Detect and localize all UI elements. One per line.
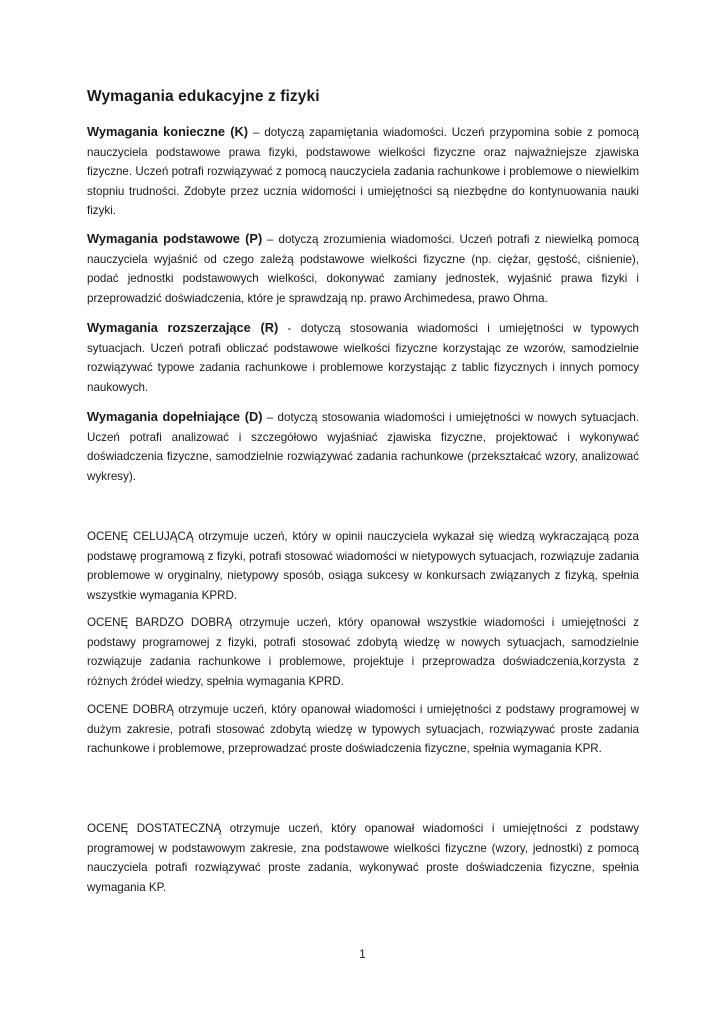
- requirement-heading: Wymagania podstawowe (P): [87, 231, 263, 246]
- requirement-rozszerzajace: [87, 318, 639, 397]
- requirement-heading: Wymagania rozszerzające (R): [87, 320, 279, 335]
- document-title: Wymagania edukacyjne z fizyki: [87, 88, 320, 105]
- grade-celujaca: OCENĘ CELUJĄCĄ otrzymuje uczeń, który w opinii nauczyciela wykazał się wiedzą wykraczającą poza podstawę programową z fizyki, potrafi stosować wiadomości w nietypowych sytuacjach, rozwiązuje zadania problemowe w oryginalny, nietypowy sposób, osiąga sukcesy w konkursach związanych z fizyką, spełnia wszystkie wymagania KPRD.: [87, 530, 639, 602]
- requirement-text: – dotyczą zrozumienia wiadomości. Uczeń potrafi z niewielką pomocą nauczyciela wyjaśnić od czego zależą podstawowe wielkości fizyczne (np. ciężar, gęstość, ciśnienie), podać jednostki podstawowych wielkości, dokonywać zamiany jednostek, wyjaśnić prawa fizyki i przeprowadzić doświadczenia, które je sprawdzają np. prawo Archimedesa, prawo Ohma.: [87, 233, 639, 305]
- requirement-konieczne: [87, 122, 639, 221]
- requirement-podstawowe: [87, 229, 639, 308]
- requirement-text: – dotyczą stosowania wiadomości i umiejętności w nowych sytuacjach. Uczeń potrafi analizować i szczegółowo wyjaśniać zjawiska fizyczne, projektować i wykonywać doświadczenia fizyczne, samodzielnie rozwiązywać zadania rachunkowe (przekształcać wzory, analizować wykresy).: [87, 411, 639, 483]
- grade-dobra: OCENE DOBRĄ otrzymuje uczeń, który opanował wiadomości i umiejętności z podstawy programowej w dużym zakresie, potrafi stosować zdobytą wiedzę w typowych sytuacjach, rozwiązywać proste zadania rachunkowe i problemowe, przeprowadzać proste doświadczenia fizyczne, spełnia wymagania KPR.: [87, 703, 639, 756]
- requirement-dopelniajace: [87, 407, 639, 486]
- page-number: 1: [359, 948, 366, 961]
- requirement-text: - dotyczą stosowania wiadomości i umiejętności w typowych sytuacjach. Uczeń potrafi obliczać podstawowe wielkości fizyczne korzystając ze wzorów, samodzielnie rozwiązywać typowe zadania rachunkowe i problemowe korzystając z tablic fizycznych i innych pomocy naukowych.: [87, 322, 639, 394]
- grade-bardzo-dobra: OCENĘ BARDZO DOBRĄ otrzymuje uczeń, który opanował wszystkie wiadomości i umiejętności z podstawy programowej z fizyki, potrafi stosować zdobytą wiedzę w nowych sytuacjach, samodzielnie rozwiązuje zadania rachunkowe i problemowe, projektuje i przeprowadza doświadczenia,korzysta z różnych źródeł wiedzy, spełnia wymagania KPRD.: [87, 616, 639, 688]
- requirement-heading: Wymagania dopełniające (D): [87, 409, 263, 424]
- grade-dostateczna: OCENĘ DOSTATECZNĄ otrzymuje uczeń, który opanował wiadomości i umiejętności z podstawy programowej w podstawowym zakresie, zna podstawowe wielkości fizyczne (wzory, jednostki) z pomocą nauczyciela potrafi rozwiązywać proste zadania, wykonywać proste doświadczenia fizyczne, spełnia wymagania KP.: [87, 822, 639, 894]
- requirement-heading: Wymagania konieczne (K): [87, 124, 249, 139]
- requirement-text: – dotyczą zapamiętania wiadomości. Uczeń przypomina sobie z pomocą nauczyciela podstawowe prawa fizyki, podstawowe wielkości fizyczne oraz najważniejsze zjawiska fizyczne. Uczeń potrafi rozwiązywać z pomocą nauczyciela zadania rachunkowe i problemowe o niewielkim stopniu trudności. Zdobyte przez ucznia widomości i umiejętności są niezbędne do kontynuowania nauki fizyki.: [87, 126, 639, 218]
